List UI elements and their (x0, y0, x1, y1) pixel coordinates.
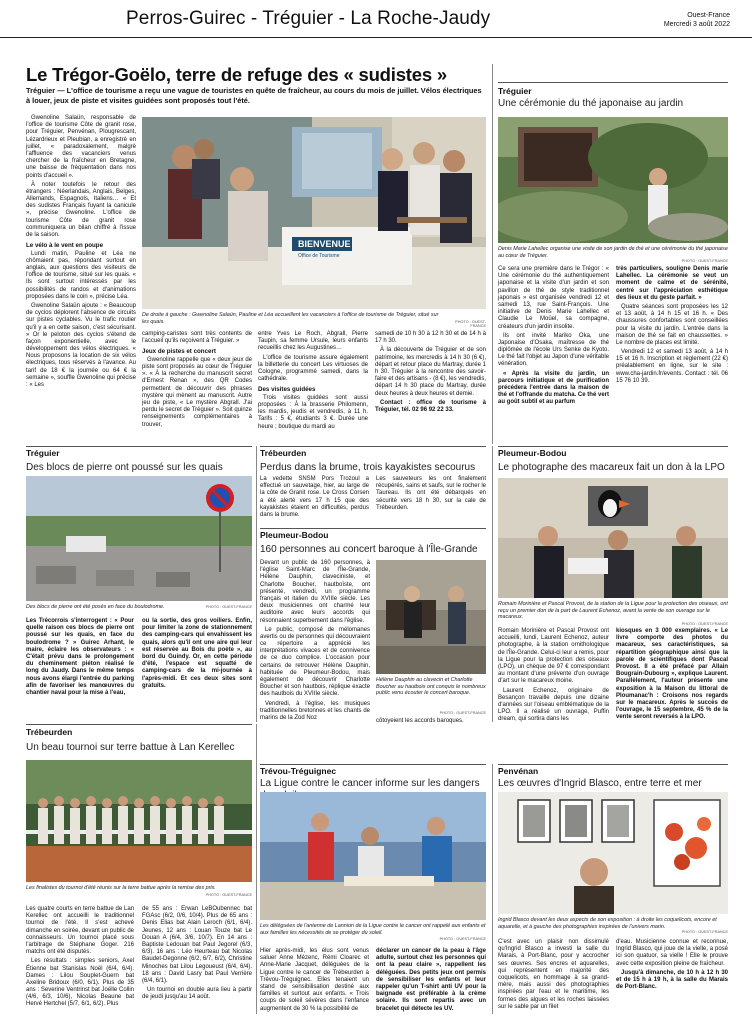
issue-date: Mercredi 3 août 2022 (663, 20, 730, 28)
lead-chapo (26, 86, 486, 106)
photo-sign-text: BIENVENUE (298, 239, 351, 249)
tennis-photo (26, 760, 252, 882)
lead-paragraph: À la découverte de Tréguier et de son patrimoine, les mercredis à 14 h 30 (6 €), départ et retour place du Martray, durée 1 h 30. Tréguier à la rencontre des savoir-faire et des artisans - (8 €), les vendredis, départ 14 h 30 place du Martray, durée deux heures à deux heures et demie. (375, 347, 486, 397)
tea-garden-photo (498, 117, 728, 243)
kayak-headline: Perdus dans la brume, trois kayakistes secourus (260, 462, 476, 473)
tennis-column-2 (142, 906, 252, 1003)
tea-headline: Une cérémonie du thé japonaise au jardin (498, 98, 684, 109)
macareux-section-tag: Pleumeur-Bodou (498, 448, 567, 458)
photo-sign-subtext: Office de Tourisme (298, 253, 340, 259)
concert-headline: 160 personnes au concert baroque à l'Île-Grande (260, 544, 478, 555)
macareux-photo (498, 478, 728, 598)
lead-paragraph: samedi de 10 h 30 à 12 h 30 et de 14 h à 17 h 30. (375, 331, 486, 345)
masthead (0, 0, 752, 38)
lead-paragraph: entre Yves Le Roch, Abgrall, Pierre Taupin, sa femme Ursule, leurs enfants recueillis chez les Augustines… (258, 331, 368, 352)
tennis-section-tag: Trébeurden (26, 727, 73, 737)
tennis-headline: Un beau tournoi sur terre battue à Lan Kerellec (26, 742, 235, 753)
tennis-paragraph: Les résultats : simples seniors, Axel Étienne bat Stanislas Noël (6/4, 6/4). Dames : Lilou Souplet-Guern bat Axeline Bridoux (6/0, 6/1). Plus de 35 ans : Severine Ventrinst bat Joëlle Collin (4/6, 6/3, 10/6), Nicolas Beaune bat Hervé Hertchel (5/7, 6/1, 6/2). Plus (26, 958, 134, 1008)
blocs-paragraph: Les Trécorrois s'interrogent : « Pour quelle raison ces blocs de pierre ont poussé sur les quais, en face du boulodrome ? » Guirec Arhant, le maire, éclaire les observateurs : « C'était prévu dans le prolongement du cheminement piéton réalisé le long du Jaudy. Dans le même temps nous avons élargi l'entrée du parking afin de favoriser les manœuvres du chantier naval pour la mise à l'eau, (26, 618, 134, 696)
lead-column-4 (375, 331, 486, 416)
kayak-column-2 (376, 476, 486, 514)
blasco-photo-caption: Ingrid Blasco devant les deux aspects de son exposition : à droite les coquelicots, encore et aquarelle, et à gauche des photographies inspirées de l'univers marin. (498, 917, 717, 930)
blocs-column-2 (142, 618, 252, 692)
tea-paragraph: Ils ont invité Mariko Oka, une Japonaise d'Osaka, maîtresse de thé diplômée de l'école Urs Senke de Kyoto. Le thé fait l'objet au Japon d'une véritable vénération. (498, 332, 609, 368)
tea-practical: Vendredi 12 et samedi 13 août, à 14 h 15 et 16 h. Inscription et règlement (22 €) préalablement en ligne, sur le site : www.cha-jardin.fr/events. Contact : tél. 06 15 76 10 39. (616, 349, 728, 384)
concert-paragraph: Devant un public de 160 personnes, à l'église Saint-Marc de l'Île-Grande, Hélène Dauphin, claveciniste, et Charlotte Boucher, hautboïste, ont présenté, vendredi, un programme français et italien du XVIIIe siècle. Les deux musiciennes ont charmé leur auditoire avec leurs accords qui résonnaient superbement dans l'église. (260, 560, 370, 624)
ligue-paragraph: déclarer un cancer de la peau à l'âge adulte, surtout chez les personnes qui ont la peau claire », rappellent les déléguées. Des petits jeux ont permis de sensibiliser les enfants et leur rappeler qu'un T-shirt anti UV pour la baignade est préférable à la crème solaire. Ils sont repartis avec un bracelet qui détecte les UV. (376, 948, 486, 1012)
column-divider (256, 724, 257, 1014)
lead-subhead: Jeux de pistes et concert (142, 348, 216, 356)
blocs-photo-credit: PHOTO : OUEST-FRANCE (205, 605, 252, 609)
tennis-image (26, 760, 252, 882)
column-divider (256, 446, 257, 722)
concert-paragraph: Le public, composé de mélomanes avertis ou de personnes qui découvraient ce répertoire a apprécié les interprétations vivaces et de connivence de ce duo complice. L'occasion pour certains de retrouver Hélène Dauphin, habituée de Pleumeur-Bodou, mais également de découvrir Charlotte Boucher et son hautbois, réplique exacte des hautbois du XVIIIe siècle. (260, 626, 370, 698)
lead-photo-tourism-office (142, 117, 486, 309)
tennis-photo-credit: PHOTO : OUEST-FRANCE (205, 893, 252, 897)
concert-section-tag: Pleumeur-Bodou (260, 530, 329, 540)
lead-photo-image (142, 117, 486, 309)
masthead-brand (664, 12, 730, 30)
section-rule (498, 82, 728, 83)
tea-paragraph: Ce sera une première dans le Trégor : « Une cérémonie du thé authentiquement japonaise et la visite d'un jardin et son pavillon de thé de style traditionnel japonais » est organisée vendredi 12 et samedi 13, rue Saint-François. Une initiative de Denis Marie Lahellec et Claudie Le Moüel, sa compagne, créateurs d'un jardin insolite. (498, 266, 609, 330)
lead-headline: Le Trégor-Goëlo, terre de refuge des « sudistes » (26, 64, 447, 85)
lead-contact: Contact : office de tourisme à Tréguier, tél. 02 96 92 22 33. (375, 399, 486, 413)
section-rule (260, 446, 486, 447)
tea-section-tag: Tréguier (498, 86, 532, 96)
tea-paragraph: « Après la visite du jardin, un parcours initiatique et de purification précédera l'entrée dans la maison de thé et l'offrande du matcha. Ce thé vert au goût subtil et au parfum (498, 370, 609, 406)
tea-paragraph: Quatre séances sont proposées les 12 et 13 août, à 14 h 15 et 16 h. « Des chaussures confortables sont conseillées pour la visite du jardin. L'entrée dans la maison de thé se fait en chaussettes. » Le nombre de places est limité. (616, 303, 728, 346)
lead-paragraph: L'office de tourisme assure également la billetterie du concert Les virtuoses de Cologne, programmé samedi, dans la cathédrale. (258, 354, 368, 383)
lead-paragraph: Gwenoline rappelle que « deux jeux de piste sont proposés au cœur de Tréguier ». « À la recherche du manuscrit secret d'Ernest Renan », des QR Codes permettent de découvrir des phrases mystère qui mènent au manuscrit. Autre jeu de piste, « Le mystère Abgrall. J'ai perdu le secret de Tréguier ». Soit quinze renseignements complémentaires à trouver, (142, 356, 252, 428)
ligue-headline: La Ligue contre le cancer informe sur les dangers (260, 778, 480, 789)
blasco-photo-credit: PHOTO : OUEST-FRANCE (681, 930, 728, 934)
blocs-headline: Des blocs de pierre ont poussé sur les quais (26, 462, 223, 473)
lead-photo-credit: PHOTO : OUEST-FRANCE (455, 320, 486, 329)
tennis-paragraph: Les quatre courts en terre battue de Lan Kerellec ont accueilli le traditionnel tournoi de l'été. Il s'est achevé dimanche en soirée, devant un public de connaisseurs. Un tournoi placé sous l'arbitrage de Stéphane Goger. 216 matchs ont été disputés. (26, 906, 134, 956)
page-title: Perros-Guirec - Tréguier - La Roche-Jaudy (126, 8, 491, 29)
tennis-paragraph: de 55 ans : Erwan LeBOubennec bat FGAsc (6/2, 0/6, 10/4). Plus de 65 ans : Denis Elias bat Alain Leroch (6/1, 6/4). Jeunes, 12 ans : Louan Touze bat Le Douan A (6/4, 3/6, 10/7). En 14 ans : Baptiste Ledouan bat Paul Jegorel (6/3, 6/3). 16 ans : Léo Heurteau bat Nicolas Baudet-Degonne (6/2, 6/7, 6/2), Christine Minoches bat Lilou Legoueust (6/4, 6/4). 18 ans : David Lasry bat Paul Verrière (6/4, 6/1). (142, 906, 252, 984)
kayak-column-1 (260, 476, 369, 521)
blasco-column-2 (616, 939, 728, 993)
lead-photo-caption: De droite à gauche : Gwenoline Salaün, Pauline et Léa accueillent les vacanciers à l'office de tourisme de Tréguier, situé sur les quais. (142, 312, 439, 325)
ligue-image (260, 792, 486, 920)
macareux-column-1 (498, 628, 609, 725)
section-rule (498, 446, 728, 447)
macareux-paragraph: kiosques en 3 000 exemplaires. « Le livre comporte des photos du macareux, ses caractéristiques, sa répartition géographique ainsi que la parole de scientifiques dont Pascal Provost. Il a été préfacé par Allain Bougrain-Dubourg », explique Laurent. Parallèlement, l'auteur présente une exposition à la Maison du littoral de Ploumanac'h : Croisons nos regards sur le macareux. Après le succès de l'ouvrage, le 15 septembre, 45 % de la vente seront reversés à la LPO. (616, 628, 728, 721)
blasco-photo (498, 792, 728, 914)
ligue-photo (260, 792, 486, 920)
ligue-photo-caption: Les déléguées de l'antenne de Lannion de la Ligue contre le cancer ont rappelé aux enfants et aux familles les nécessités de se protéger du soleil. (260, 923, 486, 936)
tennis-column-1 (26, 906, 134, 1011)
tennis-paragraph: Un tournoi en double aura lieu à partir de jeudi jusqu'au 14 août. (142, 987, 252, 1001)
macareux-paragraph: Romain Morinière et Pascal Provost ont accueilli, lundi, Laurent Echenoz, auteur photographe, à la station ornithologique de l'Île-Grande. Celui-ci leur a remis, pour la Ligue pour la protection des oiseaux (LPO), un chèque de 97 € correspondant au montant d'une prévente d'un ouvrage d'art sur le macareux moine. (498, 628, 609, 685)
concert-paragraph: Vendredi, à l'église, les musiques traditionnelles bretonnes et les chants de marins de la Zod Noz (260, 700, 370, 721)
blocs-paragraph: ou la sortie, des gros voiliers. Enfin, pour limiter la zone de stationnement des camping-cars qui envahissent les quais, alors qu'il ont une aire qui leur est réservée au Bois du poète », au bord du Guindy. Or, en cette période d'été, l'espace est squatté de camping-cars de la mi-journée à l'après-midi. Et ces deux sites sont gratuits. (142, 618, 252, 689)
section-rule (498, 764, 728, 765)
tennis-photo-caption: Les finalistes du tournoi d'été réunis sur la terre battue après la remise des prix. (26, 885, 216, 891)
column-divider (492, 64, 493, 444)
kayak-paragraph: La vedette SNSM Pors Trozoul a effectué un sauvetage, hier, au large de la côte de Granit rose. Le Cross Corsen a été alerté vers 17 h 15 que des kayakistes étaient en difficultés, perdus dans la brume. (260, 476, 369, 518)
concert-paragraph: côtoyeient les accords baroques. (376, 718, 464, 724)
brand-name: Ouest-France (687, 12, 730, 19)
kayak-section-tag: Trébeurden (260, 448, 307, 458)
concert-photo (376, 560, 486, 674)
concert-photo-credit: PHOTO : OUEST-FRANCE (439, 711, 486, 715)
section-rule (26, 446, 252, 447)
lead-paragraph: Lundi matin, Pauline et Léa ne chômaient pas, répondant surtout en anglais, aux questions des visiteurs de l'office de tourisme, situé sur les quais. « Ils sont surtout intéressés par les possibilités de randos et d'animations proposées dans le coin », précise Léa. (26, 250, 136, 300)
kayak-paragraph: Les sauveteurs les ont finalement récupérés, sains et saufs, sur le rocher le Taureau. Ils ont été débarqués en sécurité vers 18 h 30, sur la cale de Trébeurden. (376, 476, 486, 511)
blocs-photo-caption: Des blocs de pierre ont été posés en face du boulodrome. (26, 604, 165, 610)
section-rule (260, 528, 486, 529)
concert-photo-caption: Hélène Dauphin au clavecin et Charlotte Boucher au hautbois ont conquis le nombreux public venu écouter le concert baroque. (376, 677, 486, 697)
tea-photo-caption: Denis Marie Lahellec organise une visite de son jardin de thé et une cérémonie du thé japonaise au cœur de Tréguier. (498, 246, 728, 259)
blasco-headline: Les œuvres d'Ingrid Blasco, entre terre et mer (498, 778, 702, 789)
ligue-photo-credit: PHOTO : OUEST-FRANCE (439, 937, 486, 941)
lead-paragraph: Gwenoline Salaün, responsable de l'office de tourisme Côte de granit rose, pour Tréguier, Penvénan, Plougrescant, Lézardrieux et Pleubian, a enregistré en juillet, « paradoxalement, malgré l'affluence des vacanciers venus chercher de la fraîcheur en Bretagne, une baisse de fréquentation dans nos points d'accueil ». (26, 115, 136, 179)
macareux-headline: Le photographe des macareux fait un don à la LPO (498, 462, 725, 473)
macareux-photo-caption: Romain Morinière et Pascal Provost, de la station de la Ligue pour la protection des oiseaux, ont reçu un premier don de la part de Laurent Echenoz, avant la vente de son ouvrage sur le macareux. (498, 601, 728, 621)
lead-location: Tréguier (26, 86, 56, 95)
ligue-section-tag: Trévou-Tréguignec (260, 766, 337, 776)
macareux-column-2 (616, 628, 728, 723)
lead-column-3 (258, 331, 368, 433)
ligue-paragraph: Hier après-midi, les élus sont venus saluer Anne Mézenc, Rémi Cloarec et Anne-Marie Jacquet, déléguées de la Ligue contre le cancer de Trébeurden à Trévou-Tréguignec. Elles tenaient un stand de sensibilisation destiné aux familles et surtout aux enfants. « Trois coups de soleil sévères dans l'enfance augmentent de 30 % la possibilité de (260, 948, 369, 1012)
lead-column-1 (26, 115, 136, 391)
blasco-paragraph: d'eau. Musicienne connue et reconnue, Ingrid Blasco, qui joue de la vielle, a posé ici son quatuor, sa vielle ! Elle le prouve avec cette exposition pleine de fraîcheur. (616, 939, 728, 967)
blocs-section-tag: Tréguier (26, 448, 60, 458)
tea-column-1 (498, 266, 609, 409)
blocs-image (26, 476, 252, 601)
concert-image (376, 560, 486, 674)
concert-column-2 (376, 718, 486, 727)
tea-garden-image (498, 117, 728, 243)
blasco-image (498, 792, 728, 914)
blasco-column-1 (498, 939, 609, 1013)
lead-subhead: Le vélo à le vent en poupe (26, 242, 104, 250)
ligue-column-2 (376, 948, 486, 1015)
section-rule (26, 724, 252, 725)
ligue-column-1 (260, 948, 369, 1015)
lead-paragraph: Gwenoline Salaün ajoute : « Beaucoup de cyclos déplorent l'absence de circuits sur pistes cyclables. Vu le trafic routier qu'il y a en cette saison, c'est sécurisant. » Or le peloton des cyclos s'étend de façon exponentielle, avec le développement des vélos électriques. « Nous proposons la location de six vélos électriques, tous réservés à l'avance. Au tarif de 18 € la journée ou 64 € la semaine », souffle Gwenoline qui précise : « Les (26, 302, 136, 388)
blocs-photo (26, 476, 252, 601)
blocs-column-1 (26, 618, 134, 699)
concert-column-1 (260, 560, 370, 724)
tea-column-2 (616, 266, 728, 387)
lead-chapo-text: — L'office de tourisme a reçu une vague de touristes en quête de fraîcheur, au cours du mois de juillet. Vélos électriques à louer, jeux de piste et visites guidées sont proposés tout l'été. (26, 86, 482, 105)
macareux-photo-credit: PHOTO : OUEST-FRANCE (681, 622, 728, 626)
tea-photo-credit: PHOTO : OUEST-FRANCE (681, 259, 728, 263)
column-divider (492, 446, 493, 722)
lead-paragraph: À noter toutefois le retour des étrangers : Néerlandais, Anglais, Belges, Allemands, Espagnols, Italiens… « Et des sudistes Français fuyant la canicule », précise Gwenoline. L'office de tourisme Côte de granit rose communiquera un bilan chiffré à l'issue de la saison. (26, 181, 136, 238)
blasco-section-tag: Penvénan (498, 766, 539, 776)
section-rule (260, 764, 486, 765)
blasco-practical: Jusqu'à dimanche, de 10 h à 12 h 30 et de 15 h à 19 h, à la salle du Marais de Port-Blanc. (616, 969, 728, 991)
lead-paragraph: camping-caristes sont très contents de l'accueil qu'ils reçoivent à Tréguier. » (142, 331, 252, 345)
lead-subhead: Des visites guidées (258, 386, 316, 394)
lead-paragraph: Trois visites guidées sont aussi proposées : À la brasserie Philomenn, les mardis, jeudis et vendredis, à 11 h. Tarifs : 5 €, étudiants 3 €. Durée une heure ; boutique du mardi au (258, 394, 368, 430)
blasco-paragraph: C'est avec un plaisir non dissimulé qu'Ingrid Blasco a investi la salle du Marais, à Port-Blanc, pour y accrocher ses œuvres. Ses encres et aquarelles, qui représentent en majorité des coquelicots, en hommage à sa grand-mère, mais aussi des photographies inspirées par l'eau et le maritime, les formes des algues et les roches laissées sur le sable par un filet (498, 939, 609, 1010)
column-divider (492, 764, 493, 1014)
tea-paragraph: très particuliers, souligne Denis marie Lahellec. La cérémonie se veut un moment de calme et de sérénité, centré sur l'appréciation esthétique des lieux et du geste parfait. » (616, 266, 728, 301)
lead-column-2 (142, 331, 252, 431)
macareux-paragraph: Laurent Echenoz, originaire de Besançon travaille depuis une dizaine d'années sur l'oiseau emblématique de la LPO. Il a réalisé un ouvrage, Puffin dream, qui sortira dans les (498, 687, 609, 723)
macareux-image (498, 478, 728, 598)
